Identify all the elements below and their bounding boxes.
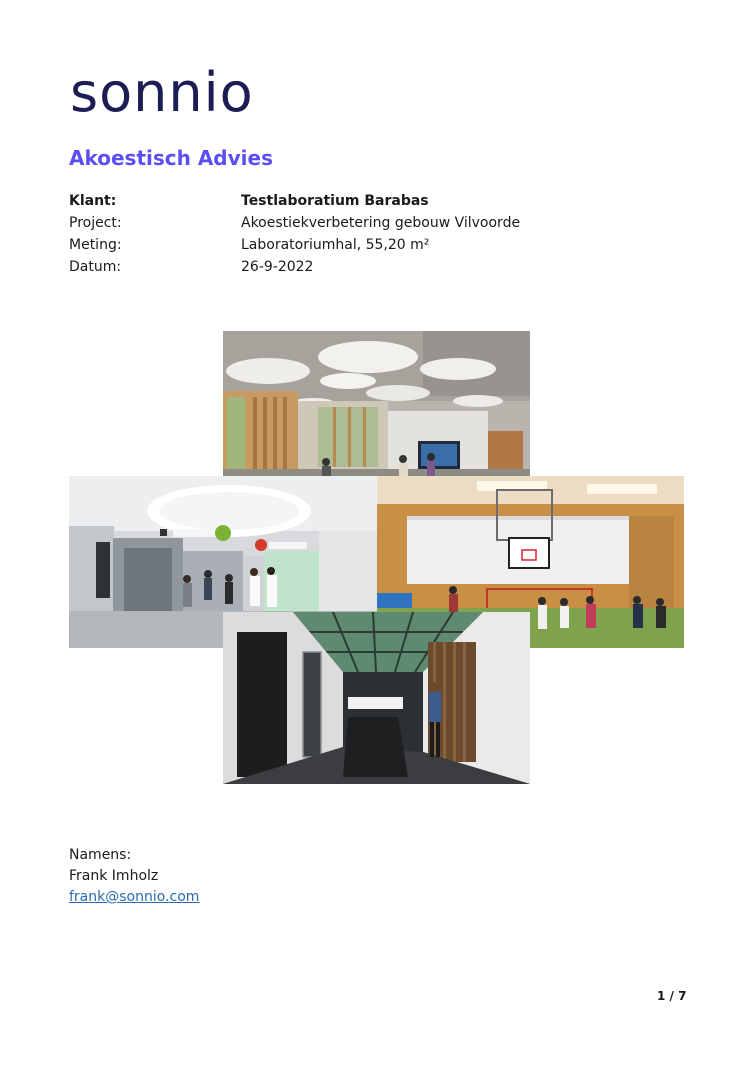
- document-title: Akoestisch Advies: [69, 146, 273, 170]
- logo-wordmark: sonnio: [70, 61, 254, 124]
- meta-row-project: [69, 212, 520, 234]
- meta-row-measurement: [69, 234, 520, 256]
- meta-key: Datum:: [69, 259, 122, 275]
- page-number: 1 / 7: [657, 989, 687, 1003]
- meta-row-date: [69, 256, 520, 278]
- meta-value: Testlaboratium Barabas: [241, 193, 429, 209]
- document-meta: [69, 190, 520, 278]
- photo-office-corridor: [223, 612, 530, 784]
- signature-email-link[interactable]: frank@sonnio.com: [69, 889, 200, 905]
- meta-key: Meting:: [69, 237, 122, 253]
- photo-classroom-ceiling-clouds: [223, 331, 530, 476]
- meta-value: Laboratoriumhal, 55,20 m²: [241, 237, 430, 253]
- meta-value: Akoestiekverbetering gebouw Vilvoorde: [241, 215, 521, 231]
- sonnio-logo: [70, 58, 280, 128]
- meta-key: Project:: [69, 215, 122, 231]
- signature-block: [69, 845, 199, 908]
- meta-value: 26-9-2022: [241, 259, 314, 275]
- photo-collage: [69, 331, 684, 784]
- signature-label: Namens:: [69, 847, 132, 863]
- signature-name: Frank Imholz: [69, 868, 159, 884]
- meta-key: Klant:: [69, 193, 117, 209]
- meta-row-client: [69, 190, 520, 212]
